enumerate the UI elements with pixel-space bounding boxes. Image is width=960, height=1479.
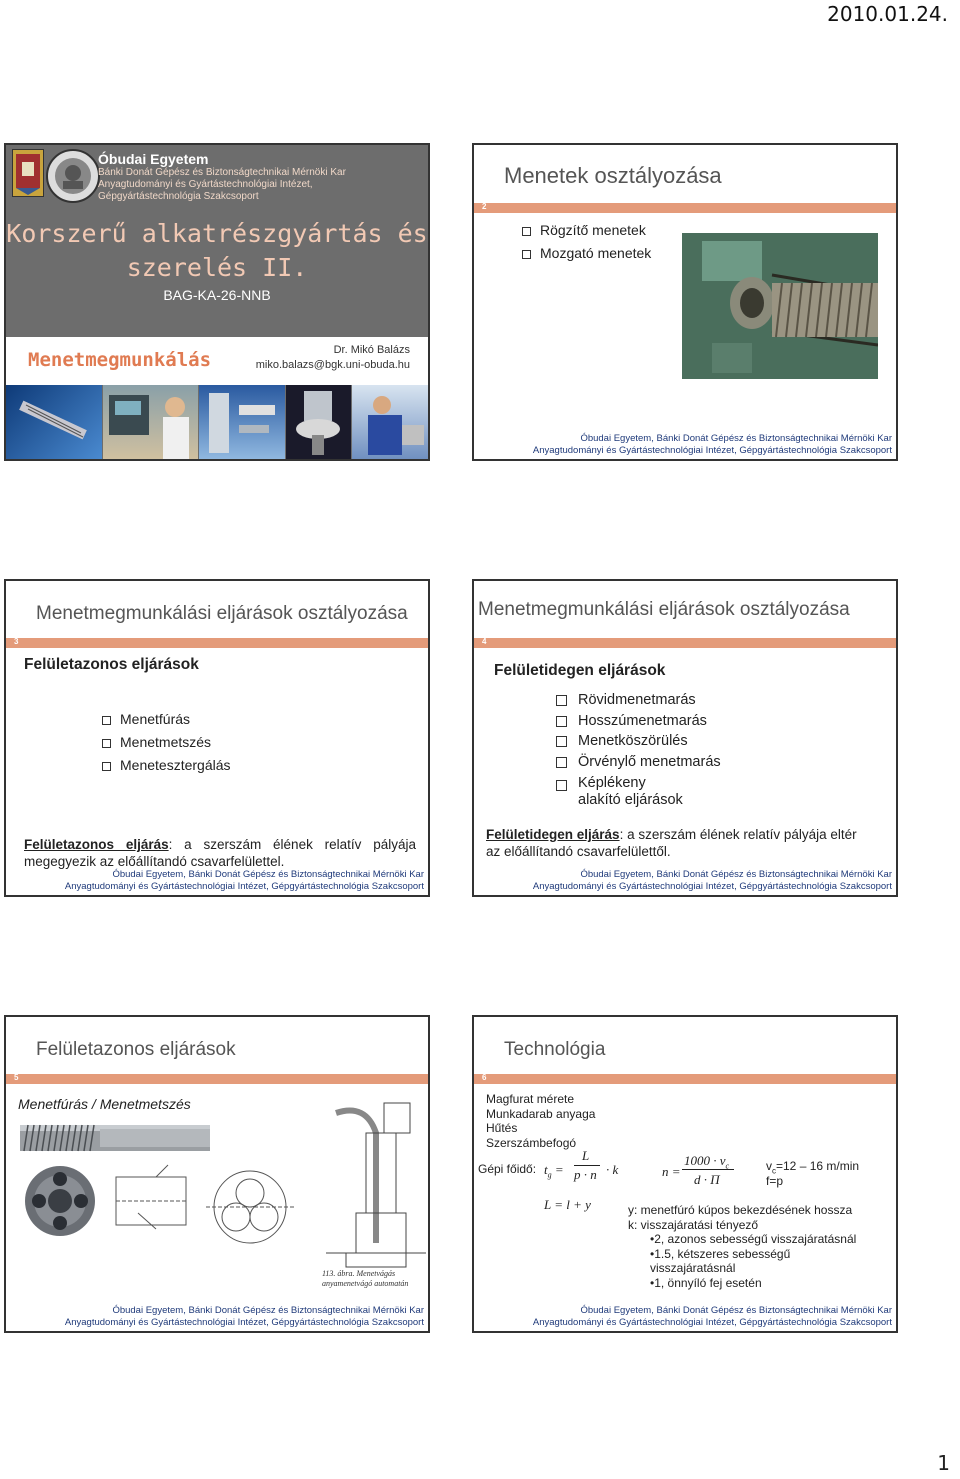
definition-term: Felületidegen eljárás	[486, 827, 620, 842]
section-heading: Felületidegen eljárások	[494, 662, 666, 679]
photo-machine-parts	[199, 385, 285, 459]
faculty-line: Gépgyártástechnológia Szakcsoport	[98, 191, 259, 202]
author-email: miko.balazs@bgk.uni-obuda.hu	[255, 359, 410, 371]
k-definition: k: visszajáratási tényező	[628, 1217, 759, 1232]
machining-time-formula: $t_g$ = L p · n · k	[544, 1148, 619, 1182]
die-tool-image	[20, 1163, 100, 1239]
list-item: Hosszúmenetmarás	[556, 711, 746, 732]
subtitle: Menetfúrás / Menetmetszés	[18, 1096, 191, 1112]
slide-footer: Óbudai Egyetem, Bánki Donát Gépész és Biztonságtechnikai Mérnöki Kar Anyagtudományi és Gyártástechnológiai Intézet, Gépgyártástechnológia Szakcsoport	[532, 869, 892, 892]
tap-tool-image	[20, 1119, 210, 1157]
slide-3	[4, 579, 430, 897]
list-item: Menetköszörülés	[556, 731, 746, 752]
photo-milling-head	[286, 385, 351, 459]
list-item: Szerszámbefogó	[486, 1135, 577, 1150]
slide-5	[4, 1015, 430, 1333]
topic-title: Menetmegmunkálás	[28, 349, 212, 371]
list-item: Menetesztergálás	[102, 754, 231, 777]
coat-of-arms-logo	[12, 149, 44, 197]
slide-footer: Óbudai Egyetem, Bánki Donát Gépész és Biztonságtechnikai Mérnöki Kar Anyagtudományi és Gyártástechnológiai Intézet, Gépgyártástechnológia Szakcsoport	[64, 869, 424, 892]
author-block	[256, 343, 410, 373]
list-item: •1, önnyíló fej esetén	[650, 1275, 762, 1290]
author-name: Dr. Mikó Balázs	[333, 344, 410, 356]
document-date: 2010.01.24.	[827, 2, 948, 26]
list-item: Rögzítő menetek	[522, 219, 651, 242]
course-title: Korszerű alkatrészgyártás és szerelés II.	[6, 219, 428, 282]
slide-footer: Óbudai Egyetem, Bánki Donát Gépész és Biztonságtechnikai Mérnöki Kar Anyagtudományi és Gyártástechnológiai Intézet, Gépgyártástechnológia Szakcsoport	[532, 1305, 892, 1328]
list-item: •1.5, kétszeres sebességű visszajáratásnál	[650, 1246, 791, 1275]
list-item: Örvénylő menetmarás	[556, 752, 746, 773]
slide-title: Menetmegmunkálási eljárások osztályozása	[36, 603, 408, 624]
slide-1	[4, 143, 430, 461]
definition: Felületazonos eljárás: a szerszám élének relatív pályája megegyezik az előállítandó csavarfelülettel.	[24, 837, 416, 869]
list-item: Mozgató menetek	[522, 242, 651, 265]
length-formula: L = l + y	[544, 1197, 591, 1212]
definition: Felületidegen eljárás: a szerszám élének relatív pályája eltér az előállítandó csavarfelülettől.	[486, 827, 857, 859]
list-item: Képlékeny alakító eljárások	[556, 775, 688, 809]
list-item: Magfurat mérete	[486, 1092, 575, 1106]
slide-4	[472, 579, 898, 897]
parameter-list	[486, 1092, 595, 1150]
machining-time-label: Gépi főidő:	[478, 1162, 537, 1176]
slide-title: Felületazonos eljárások	[36, 1039, 236, 1060]
faculty-line: Bánki Donát Gépész és Biztonságtechnikai Mérnöki Kar	[98, 167, 346, 178]
k-values	[628, 1232, 888, 1290]
slide-number-bar	[474, 638, 896, 648]
list-item: Menetfúrás	[102, 708, 231, 731]
bullet-list	[102, 708, 231, 777]
university-seal-logo	[46, 149, 100, 203]
slide-6	[472, 1015, 898, 1333]
bullet-list	[556, 690, 746, 809]
topic-band	[6, 337, 428, 385]
slide-number: 4	[482, 637, 487, 646]
list-item: Munkadarab anyaga	[486, 1106, 596, 1121]
die-drawing	[196, 1167, 304, 1247]
page-number: 1	[937, 1451, 950, 1475]
automatic-threading-drawing	[306, 1093, 430, 1291]
notes-block	[628, 1203, 888, 1290]
slide-number-bar	[6, 1074, 428, 1084]
slide-number: 5	[14, 1073, 19, 1082]
slide-title: Technológia	[504, 1039, 606, 1060]
figure-caption: 113. ábra. Menetvágás anyamenetvágó automatán	[322, 1269, 409, 1288]
photo-thread-tool	[6, 385, 102, 459]
section-heading: Felületazonos eljárások	[24, 656, 199, 673]
definition-term: Felületazonos eljárás	[24, 837, 169, 852]
tap-drawing	[108, 1163, 196, 1239]
slide-number: 3	[14, 637, 19, 646]
slide-2	[472, 143, 898, 461]
course-code: BAG-KA-26-NNB	[163, 287, 271, 303]
list-item: Menetmetszés	[102, 731, 231, 754]
photo-lead-screw	[682, 233, 878, 379]
speed-formula: n = $1000 \cdot v_c$ d · Π	[662, 1155, 742, 1195]
slide-footer: Óbudai Egyetem, Bánki Donát Gépész és Biztonságtechnikai Mérnöki Kar Anyagtudományi és Gyártástechnológiai Intézet, Gépgyártástechnológia Szakcsoport	[532, 433, 892, 456]
bullet-list	[522, 219, 651, 265]
cutting-speed: $v_c=12 - 16$ m/min	[766, 1159, 860, 1176]
photo-technician	[352, 385, 428, 459]
slide-footer: Óbudai Egyetem, Bánki Donát Gépész és Biztonságtechnikai Mérnöki Kar Anyagtudományi és Gyártástechnológiai Intézet, Gépgyártástechnológia Szakcsoport	[64, 1305, 424, 1328]
faculty-line: Anyagtudományi és Gyártástechnológiai Intézet,	[98, 179, 313, 190]
slide-number-bar	[474, 203, 896, 213]
slide-number-bar	[6, 638, 428, 648]
list-item: Hűtés	[486, 1121, 518, 1135]
list-item: •2, azonos sebességű visszajáratásnál	[650, 1232, 857, 1246]
university-block	[98, 151, 346, 203]
slide-number: 6	[482, 1073, 487, 1082]
slide-number-bar	[474, 1074, 896, 1084]
y-definition: y: menetfúró kúpos bekezdésének hossza	[628, 1203, 853, 1217]
slide-number: 2	[482, 202, 487, 211]
list-item: Rövidmenetmarás	[556, 690, 746, 711]
feed-value: f=p	[766, 1174, 784, 1188]
slide-title: Menetmegmunkálási eljárások osztályozása	[478, 599, 850, 620]
photo-cnc-operator	[103, 385, 198, 459]
university-name: Óbudai Egyetem	[98, 151, 209, 167]
slide-title: Menetek osztályozása	[504, 163, 722, 188]
